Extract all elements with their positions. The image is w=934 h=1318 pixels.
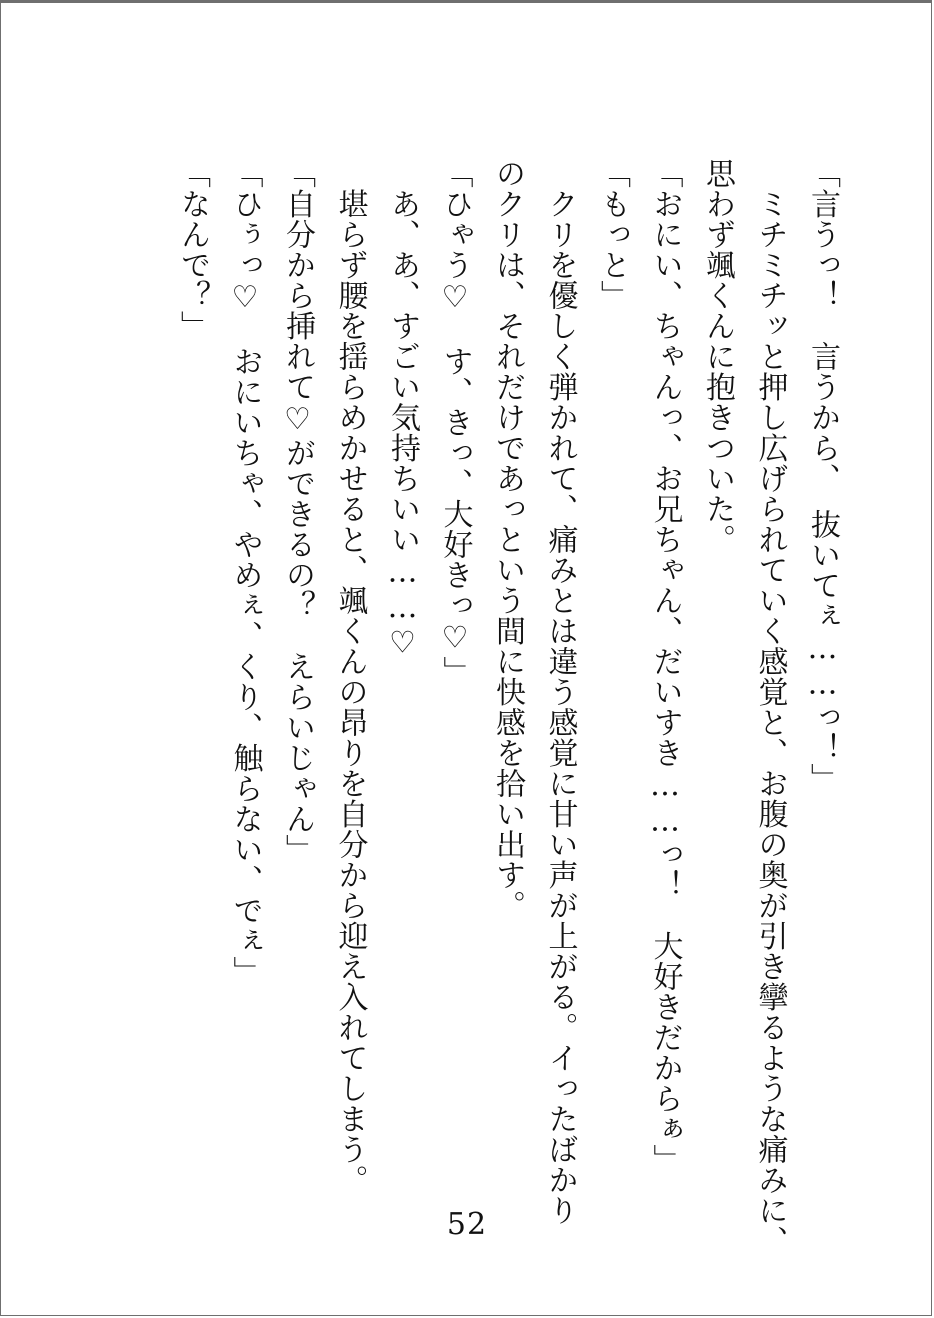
text-line: 思わず颯くんに抱きついた。 [700,158,735,555]
text-line: 「もっと」 [595,158,630,311]
text-line: クリを優しく弾かれて、痛みとは違う感覚に甘い声が上がる。イったばかり [542,158,578,1226]
text-line: 「ひゃう♡ す、きっ、大好きっ♡」 [437,158,473,687]
page-number: 52 [446,1207,488,1242]
text-line: ミチミチッと押し広げられていく感覚と、お腹の奥が引き攣るような痛みに、 [752,158,788,1256]
text-line: 「言うっ！ 言うから、 抜いてぇ……っ！」 [805,158,840,794]
text-line: あ、あ、すごい気持ちいい……♡ [385,158,420,661]
text-line: 堪らず腰を揺らめかせると、颯くんの昂りを自分から迎え入れてしまう。 [332,158,368,1195]
text-line: 「なんで？」 [175,158,210,341]
text-line: 「自分から挿れて♡ができるの？ えらいじゃん」 [280,158,315,865]
text-line: のクリは、それだけであっという間に快感を拾い出す。 [490,158,525,921]
text-line: 「ひぅっ♡ おにいちゃ、やめぇ、くり、触らない、でぇ」 [227,158,263,987]
text-line: 「おにい、ちゃんっ、お兄ちゃん、だいすき……っ！ 大好きだからぁ」 [647,158,683,1175]
